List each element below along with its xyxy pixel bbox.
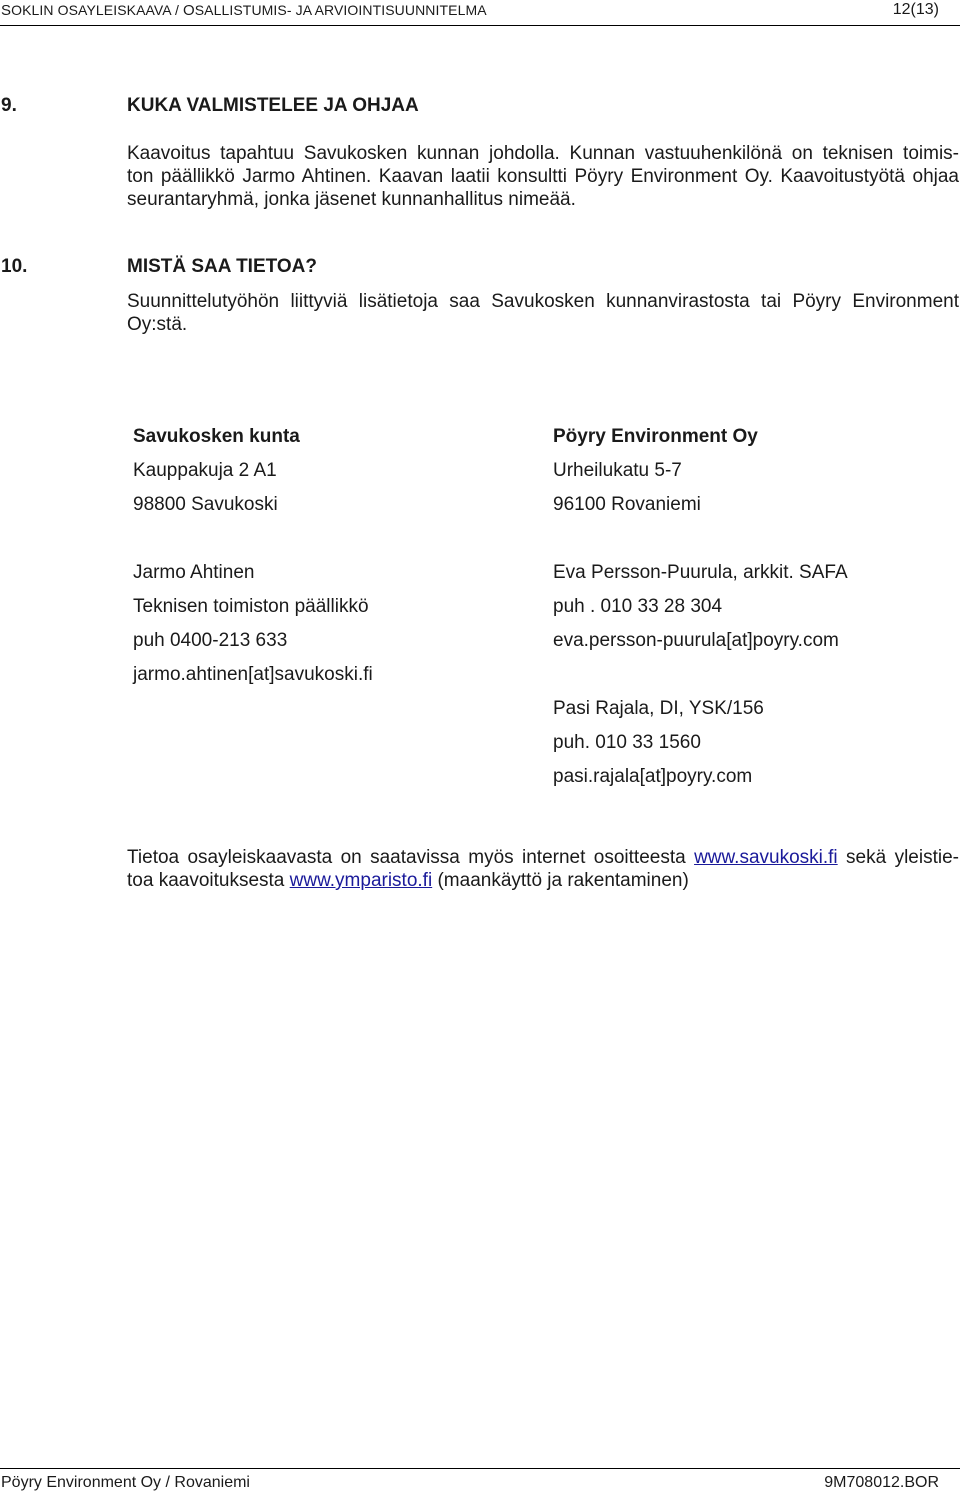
info-paragraph bbox=[127, 846, 959, 892]
left-email: jarmo.ahtinen[at]savukoski.fi bbox=[133, 664, 373, 685]
savukoski-link[interactable]: www.savukoski.fi bbox=[694, 847, 838, 868]
paragraph-line: Kaavoitus tapahtuu Savukosken kunnan johdolla. Kunnan vastuuhenkilönä on teknisen toimis- bbox=[127, 143, 959, 164]
header-divider bbox=[0, 25, 960, 26]
left-postal: 98800 Savukoski bbox=[133, 494, 278, 515]
running-header-title: SOKLIN OSAYLEISKAAVA / OSALLISTUMIS- JA ARVIOINTISUUNNITELMA bbox=[1, 2, 487, 19]
footer-divider bbox=[0, 1468, 960, 1469]
right-phone-1: puh . 010 33 28 304 bbox=[553, 596, 723, 617]
section-10-paragraph bbox=[127, 290, 959, 336]
section-10-title: MISTÄ SAA TIETOA? bbox=[127, 256, 317, 277]
paragraph-line: Oy:stä. bbox=[127, 314, 188, 335]
left-role: Teknisen toimiston päällikkö bbox=[133, 596, 369, 617]
ymparisto-link[interactable]: www.ymparisto.fi bbox=[289, 870, 433, 891]
right-address: Urheilukatu 5-7 bbox=[553, 460, 682, 481]
paragraph-line: seurantaryhmä, jonka jäsenet kunnanhallitus nimeää. bbox=[127, 189, 576, 210]
paragraph-line: ton päällikkö Jarmo Ahtinen. Kaavan laatii konsultti Pöyry Environment Oy. Kaavoitustyötä ohjaa bbox=[127, 166, 959, 187]
footer-company: Pöyry Environment Oy / Rovaniemi bbox=[1, 1474, 250, 1491]
right-person-2: Pasi Rajala, DI, YSK/156 bbox=[553, 698, 764, 719]
section-9-paragraph bbox=[127, 142, 959, 211]
left-phone: puh 0400-213 633 bbox=[133, 630, 288, 651]
paragraph-line: Suunnittelutyöhön liittyviä lisätietoja saa Savukosken kunnanvirastosta tai Pöyry Environment bbox=[127, 291, 959, 312]
page-number: 12(13) bbox=[892, 1, 939, 18]
right-person-1: Eva Persson-Puurula, arkkit. SAFA bbox=[553, 562, 848, 583]
info-line-2: toa kaavoituksesta www.ymparisto.fi (maankäyttö ja rakentaminen) bbox=[127, 870, 689, 891]
right-email-2: pasi.rajala[at]poyry.com bbox=[553, 766, 753, 787]
right-postal: 96100 Rovaniemi bbox=[553, 494, 701, 515]
left-address: Kauppakuja 2 A1 bbox=[133, 460, 277, 481]
info-line-1: Tietoa osayleiskaavasta on saatavissa myös internet osoitteesta www.savukoski.fi sekä yleistie- bbox=[127, 847, 959, 868]
right-email-1: eva.persson-puurula[at]poyry.com bbox=[553, 630, 839, 651]
right-org-name: Pöyry Environment Oy bbox=[553, 426, 758, 447]
section-10-number: 10. bbox=[1, 256, 28, 277]
left-org-name: Savukosken kunta bbox=[133, 426, 300, 447]
footer-doc-code: 9M708012.BOR bbox=[824, 1474, 939, 1491]
right-phone-2: puh. 010 33 1560 bbox=[553, 732, 701, 753]
section-9-number: 9. bbox=[1, 95, 17, 116]
section-9-title: KUKA VALMISTELEE JA OHJAA bbox=[127, 95, 419, 116]
left-person: Jarmo Ahtinen bbox=[133, 562, 255, 583]
